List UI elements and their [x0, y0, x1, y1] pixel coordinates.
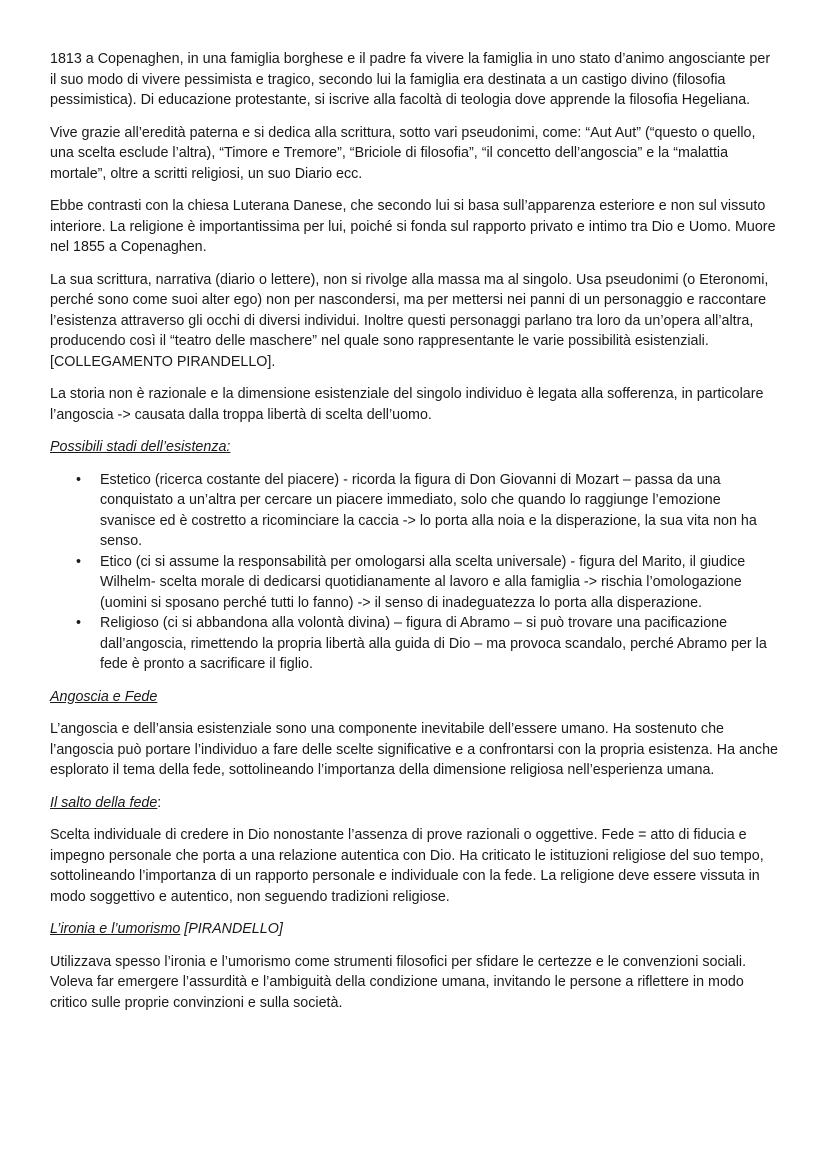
list-item — [50, 552, 780, 614]
angoscia-heading — [50, 687, 780, 708]
ironia-paragraph: Utilizzava spesso l’ironia e l’umorismo come strumenti filosofici per sfidare le certezze e le convenzioni sociali. Voleva far emergere l’assurdità e l’ambiguità della condizione umana, invitando le persone a riflettere in modo critico sulle proprie convinzioni e sulla società. — [50, 953, 747, 1011]
intro-paragraph-4: La sua scrittura, narrativa (diario o lettere), non si rivolge alla massa ma al singolo. Usa pseudonimi (o Eteronomi, perché sono come suoi alter ego) non per nascondersi, ma per mettersi nei panni di un personaggio e raccontare l’esistenza attraverso gli occhi di diversi individui. Inoltre questi personaggi parlano tra loro da un’opera all’altra, producendo così il “teatro delle maschere” nel quale sono rappresentante le varie possibilità esistenziali. [COLLEGAMENTO PIRANDELLO]. — [50, 271, 769, 370]
intro-paragraph-2: Vive grazie all’eredità paterna e si dedica alla scrittura, sotto vari pseudonimi, come: “Aut Aut” (“questo o quello, una scelta esclude l’altra), “Timore e Tremore”, “Briciole di filosofia”, “il concetto dell’angoscia” e la “malattia mortale”, oltre a scritti religiosi, un suo Diario ecc. — [50, 124, 756, 182]
stadi-heading-text: Possibili stadi dell’esistenza: — [50, 439, 231, 455]
salto-paragraph: Scelta individuale di credere in Dio nonostante l’assenza di prove razionali o oggettive. Fede = atto di fiducia e impegno personale che porta a una relazione autentica con Dio. Ha criticato le istituzioni religiose del suo tempo, sottolineando l’importanza di un rapporto personale e individuale con la fede. La religione deve essere vissuta in modo soggettivo e autentico, non seguendo tradizioni religiose. — [50, 827, 764, 905]
intro-paragraph-1: 1813 a Copenaghen, in una famiglia borghese e il padre fa vivere la famiglia in uno stato d’animo angosciante per il suo modo di vivere pessimista e tragico, secondo lui la famiglia era destinata a un castigo divino (filosofia pessimistica). Di educazione protestante, si iscrive alla facoltà di teologia dove apprende la filosofia Hegeliana. — [50, 51, 771, 108]
stadio-estetico-text: Estetico (ricerca costante del piacere) - ricorda la figura di Don Giovanni di Mozart – passa da una conquistato a un’altra per cercare un piacere immediato, solo che quando lo raggiunge l’emozione svanisce ed è costretto a ricominciare la caccia -> lo porta alla noia e la disperazione, la sua vita non ha senso. — [100, 471, 757, 549]
stadi-heading — [50, 437, 780, 458]
angoscia-paragraph: L’angoscia e dell’ansia esistenziale sono una componente inevitabile dell’essere umano. Ha sostenuto che l’angoscia può portare l’individuo a fare delle scelte significative e a confrontarsi con la propria esistenza. Ha anche esplorato il tema della fede, sottolineando l’importanza della dimensione religiosa nell’esperienza umana. — [50, 721, 778, 778]
bullet-icon: • — [76, 553, 82, 570]
stadio-religioso-text: Religioso (ci si abbandona alla volontà divina) – figura di Abramo – si può trovare una pacificazione dall’angoscia, rimettendo la propria libertà alla guida di Dio – ma provoca scandalo, perché Abramo per la fede è pronto a sacrificare il figlio. — [100, 615, 767, 672]
ironia-heading-text: L’ironia e l’umorismo — [50, 921, 181, 937]
bullet-icon: • — [76, 615, 82, 631]
list-item — [50, 470, 780, 552]
angoscia-heading-text: Angoscia e Fede — [50, 688, 158, 705]
ironia-heading — [50, 919, 780, 940]
list-item — [50, 613, 780, 675]
stadi-list — [50, 470, 780, 675]
stadio-etico-text: Etico (ci si assume la responsabilità per omologarsi alla scelta universale) - figura del Marito, il giudice Wilhelm- scelta morale di dedicarsi quotidianamente al lavoro e alla famiglia -> rischia l’omologazione (uomini si sposano perché tutti lo fanno) -> il senso di inadeguatezza lo porta alla disperazione. — [100, 553, 746, 611]
salto-heading — [50, 793, 780, 814]
ironia-heading-suffix: [PIRANDELLO] — [180, 921, 283, 937]
intro-paragraph-3: Ebbe contrasti con la chiesa Luterana Danese, che secondo lui si basa sull’apparenza esteriore e non sul vissuto interiore. La religione è importantissima per lui, poiché si fonda sul rapporto privato e intimo tra Dio e Uomo. Muore nel 1855 a Copenaghen. — [50, 198, 776, 255]
salto-heading-suffix: : — [157, 794, 162, 811]
salto-heading-text: Il salto della fede — [50, 794, 158, 811]
intro-paragraph-5: La storia non è razionale e la dimensione esistenziale del singolo individuo è legata alla sofferenza, in particolare l’angoscia -> causata dalla troppa libertà di scelta dell’uomo. — [50, 386, 764, 423]
bullet-icon: • — [76, 471, 82, 488]
